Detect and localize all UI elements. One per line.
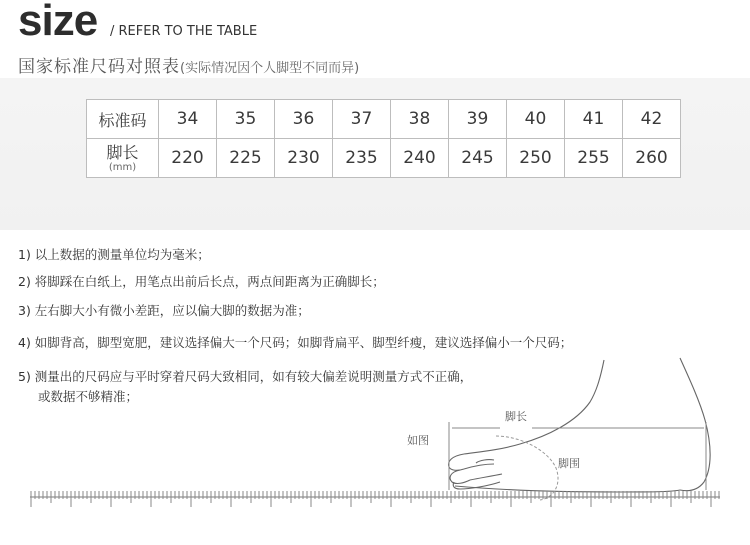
- size-title: size: [18, 0, 98, 45]
- table-cell: 35: [217, 100, 275, 139]
- table-cell: 40: [507, 100, 565, 139]
- table-cell: 240: [391, 139, 449, 178]
- note-item: 1) 以上数据的测量单位均为毫米；: [18, 247, 210, 262]
- table-title: [18, 52, 359, 77]
- table-title-note: (实际情况因个人脚型不同而异): [180, 61, 360, 76]
- table-cell: 245: [449, 139, 507, 178]
- note-item: 2) 将脚踩在白纸上，用笔点出前后长点，两点间距离为正确脚长；: [18, 274, 385, 289]
- table-cell: 235: [333, 139, 391, 178]
- foot-illustration: [0, 340, 750, 545]
- table-row-length: [87, 139, 681, 178]
- label-foot-length: 脚长: [505, 410, 527, 423]
- table-cell: 41: [565, 100, 623, 139]
- table-cell: 37: [333, 100, 391, 139]
- table-cell: 42: [623, 100, 681, 139]
- table-title-main: 国家标准尺码对照表: [18, 57, 180, 77]
- row-header-length-label: 脚长: [106, 142, 139, 162]
- table-cell: 36: [275, 100, 333, 139]
- label-foot-girth: 脚围: [558, 457, 580, 470]
- table-row-size: [87, 100, 681, 139]
- table-cell: 225: [217, 139, 275, 178]
- row-header-length: [87, 139, 159, 178]
- table-cell: 39: [449, 100, 507, 139]
- table-cell: 220: [159, 139, 217, 178]
- note-item: 5) 测量出的尺码应与平时穿着尺码大致相同，如有较大偏差说明测量方式不正确，: [18, 369, 473, 384]
- label-example: 如图: [407, 434, 429, 447]
- table-cell: 230: [275, 139, 333, 178]
- row-header-standard: 标准码: [87, 100, 159, 139]
- row-header-unit: (mm): [108, 161, 137, 173]
- ruler: [30, 491, 720, 513]
- note-item: 4) 如脚背高，脚型宽肥，建议选择偏大一个尺码；如脚背扁平、脚型纤瘦，建议选择偏小一个尺码；: [18, 335, 573, 350]
- foot-outline: [449, 358, 711, 492]
- table-cell: 255: [565, 139, 623, 178]
- note-item: 3) 左右脚大小有微小差距，应以偏大脚的数据为准；: [18, 303, 310, 318]
- table-cell: 34: [159, 100, 217, 139]
- table-cell: 250: [507, 139, 565, 178]
- refer-subtitle: / REFER TO THE TABLE: [110, 24, 258, 39]
- table-cell: 260: [623, 139, 681, 178]
- size-table: [86, 99, 681, 178]
- table-cell: 38: [391, 100, 449, 139]
- note-item-continued: 或数据不够精准；: [38, 389, 139, 404]
